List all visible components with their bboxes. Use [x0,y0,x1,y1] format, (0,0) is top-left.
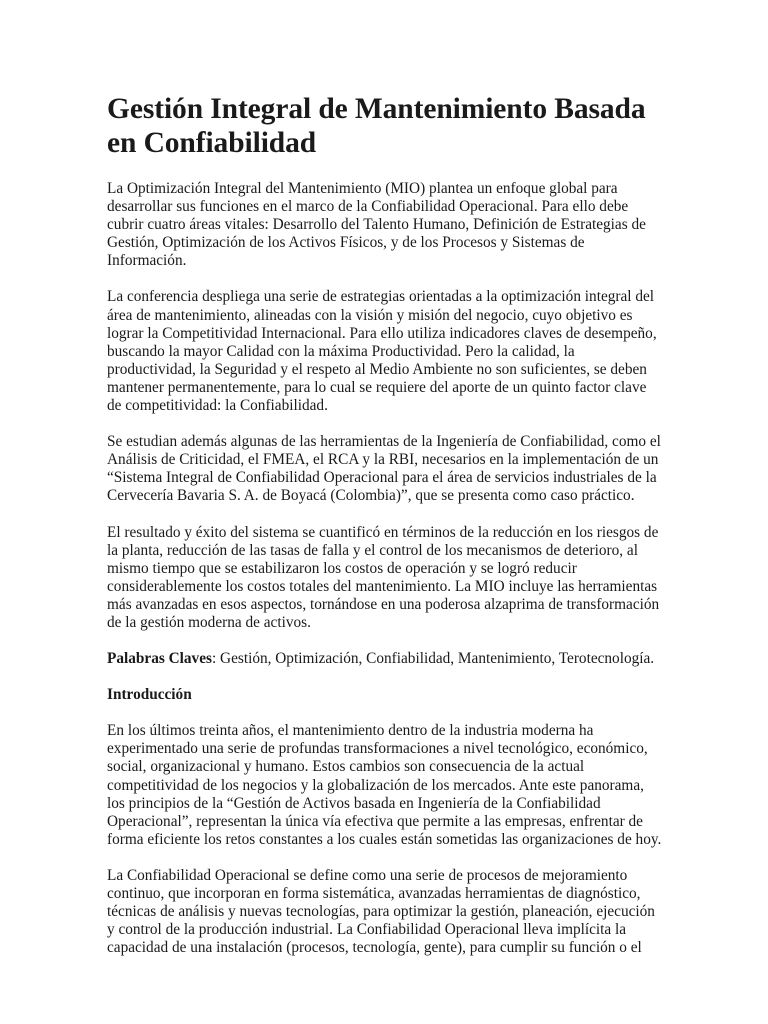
keywords-paragraph [107,650,662,668]
abstract-paragraph-1: La Optimización Integral del Mantenimiento (MIO) plantea un enfoque global para desarrollar sus funciones en el marco de la Confiabilidad Operacional. Para ello debe cubrir cuatro áreas vitales: Desarrollo del Talento Humano, Definición de Estrategias de Gestión, Optimización de los Activos Físicos, y de los Procesos y Sistemas de Información. [107,180,646,270]
keywords-label: Palabras Claves [107,650,212,668]
abstract-paragraph-3: Se estudian además algunas de las herramientas de la Ingeniería de Confiabilidad, como el Análisis de Criticidad, el FMEA, el RCA y la RBI, necesarios en la implementación de un “Sistema Integral de Confiabilidad Operacional para el área de servicios industriales de la Cervecería Bavaria S. A. de Boyacá (Colombia)”, que se presenta como caso práctico. [107,433,661,505]
introduction-heading: Introducción [107,686,192,704]
abstract-paragraph-4: El resultado y éxito del sistema se cuantificó en términos de la reducción en los riesgos de la planta, reducción de las tasas de falla y el control de los mecanismos de deterioro, al mismo tiempo que se estabilizaron los costos de operación y se logró reducir considerablemente los costos totales del mantenimiento. La MIO incluye las herramientas más avanzadas en esos aspectos, tornándose en una poderosa alzaprima de transformación de la gestión moderna de activos. [107,523,660,631]
document-page [107,92,662,975]
document-title: Gestión Integral de Mantenimiento Basada en Confiabilidad [107,93,646,159]
intro-paragraph-1: En los últimos treinta años, el mantenimiento dentro de la industria moderna ha experimentado una serie de profundas transformaciones a nivel tecnológico, económico, social, organizacional y humano. Estos cambios son consecuencia de la actual competitividad de los negocios y la globalización de los mercados. Ante este panorama, los principios de la “Gestión de Activos basada en Ingeniería de la Confiabilidad Operacional”, representan la única vía efectiva que permite a las empresas, enfrentar de forma eficiente los retos constantes a los cuales están sometidas las organizaciones de hoy. [107,722,662,848]
abstract-paragraph-2: La conferencia despliega una serie de estrategias orientadas a la optimización integral del área de mantenimiento, alineadas con la visión y misión del negocio, cuyo objetivo es lograr la Competitividad Internacional. Para ello utiliza indicadores claves de desempeño, buscando la mayor Calidad con la máxima Productividad. Pero la calidad, la productividad, la Seguridad y el respeto al Medio Ambiente no son suficientes, se deben mantener permanentemente, para lo cual se requiere del aporte de un quinto factor clave de competitividad: la Confiabilidad. [107,288,657,415]
intro-paragraph-2: La Confiabilidad Operacional se define como una serie de procesos de mejoramiento continuo, que incorporan en forma sistemática, avanzadas herramientas de diagnóstico, técnicas de análisis y nuevas tecnologías, para optimizar la gestión, planeación, ejecución y control de la producción industrial. La Confiabilidad Operacional lleva implícita la capacidad de una instalación (procesos, tecnología, gente), para cumplir su función o el [107,866,655,957]
keywords-list: : Gestión, Optimización, Confiabilidad, Mantenimiento, Terotecnología. [211,650,655,668]
